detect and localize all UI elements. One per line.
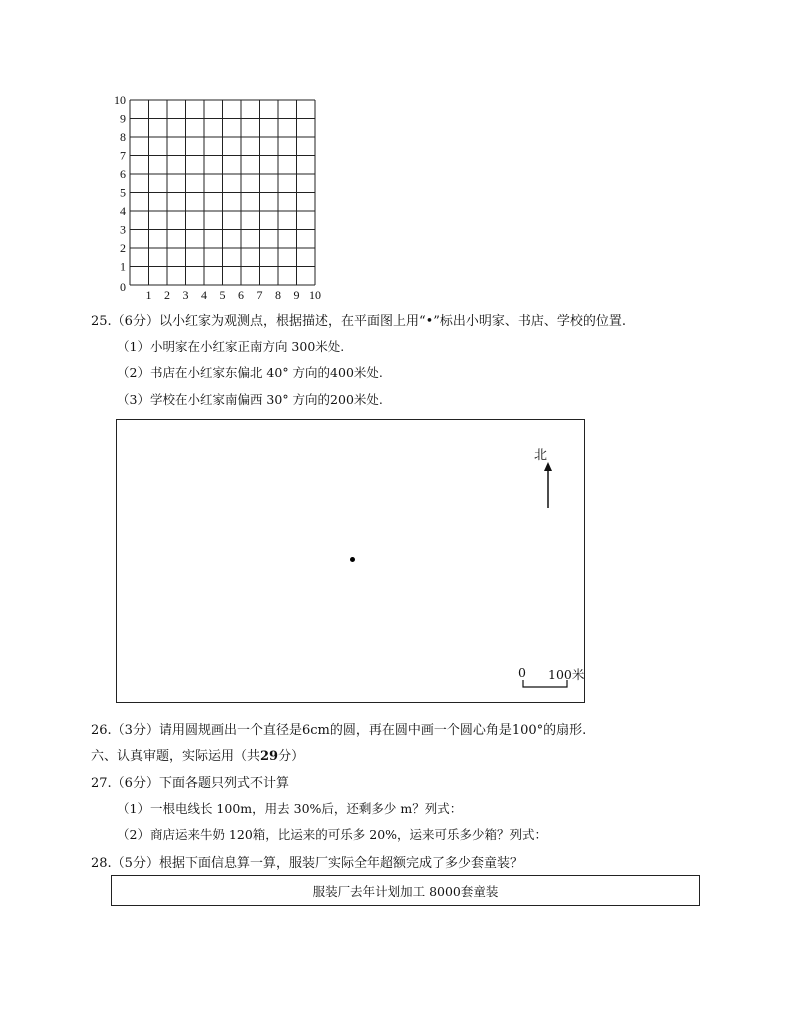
grid-x-axis-labels (146, 288, 322, 302)
grid-x-label: 4 (201, 288, 207, 302)
q26-stem: 26.（3分）请用圆规画出一个直径是6cm的圆，再在圆中画一个圆心角是100°的扇形. (91, 723, 587, 738)
q27-stem: 27.（6分）下面各题只列式不计算 (91, 776, 289, 791)
grid-y-label: 3 (120, 222, 126, 237)
grid-y-label: 5 (120, 185, 126, 200)
q27-item-1: （1）一根电线长 100m，用去 30%后，还剩多少 m？列式： (117, 801, 463, 816)
grid-x-label: 2 (164, 288, 170, 302)
section-6-title-num: 29 (260, 749, 279, 764)
section-6-title-pre: 六、认真审题，实际运用（共 (91, 749, 261, 764)
grid-x-label: 10 (309, 288, 321, 302)
grid-x-label: 7 (256, 288, 263, 302)
q25-item-2: （2）书店在小红家东偏北 40° 方向的400米处. (117, 365, 383, 380)
q28-info-text: 服装厂去年计划加工 8000套童装 (312, 883, 499, 899)
grid-y-label: 4 (120, 204, 126, 218)
q28-info-box (111, 875, 700, 906)
grid-y-label: 8 (120, 130, 126, 144)
q28-stem: 28.（5分）根据下面信息算一算，服装厂实际全年超额完成了多少套童装？ (91, 856, 523, 871)
q25-item-3: （3）学校在小红家南偏西 30° 方向的200米处. (117, 392, 383, 407)
grid-y-label: 0 (120, 280, 126, 294)
section-6-title-post: 分） (278, 749, 305, 764)
grid-y-label: 10 (114, 93, 126, 107)
observation-point[interactable] (350, 557, 355, 562)
grid-x-label: 5 (219, 288, 226, 302)
section-6-title (91, 745, 304, 764)
grid-x-label: 3 (182, 288, 189, 302)
grid-y-label: 2 (120, 241, 126, 255)
plan-map-box[interactable] (116, 419, 585, 703)
scale-label: 100米 (548, 667, 585, 682)
grid-x-label: 8 (275, 288, 281, 302)
grid-y-label: 9 (120, 111, 126, 126)
coordinate-grid (108, 92, 333, 304)
north-label: 北 (534, 448, 548, 463)
grid-y-axis-labels (114, 93, 126, 294)
north-arrow-icon (542, 462, 554, 508)
grid-y-label: 6 (120, 167, 126, 181)
grid-x-label: 6 (238, 288, 244, 302)
q25-stem: 25.（6分）以小红家为观测点，根据描述，在平面图上用“•”标出小明家、书店、学校的位置. (91, 314, 627, 329)
grid-y-label: 7 (120, 148, 126, 163)
scale-zero: 0 (518, 665, 526, 680)
grid-x-label: 9 (293, 288, 300, 302)
grid-lines (130, 100, 315, 285)
grid-x-label: 1 (145, 288, 152, 302)
grid-y-label: 1 (120, 259, 126, 274)
q27-item-2: （2）商店运来牛奶 120箱，比运来的可乐多 20%，运来可乐多少箱？列式： (117, 827, 548, 842)
q25-item-1: （1）小明家在小红家正南方向 300米处. (117, 339, 345, 354)
